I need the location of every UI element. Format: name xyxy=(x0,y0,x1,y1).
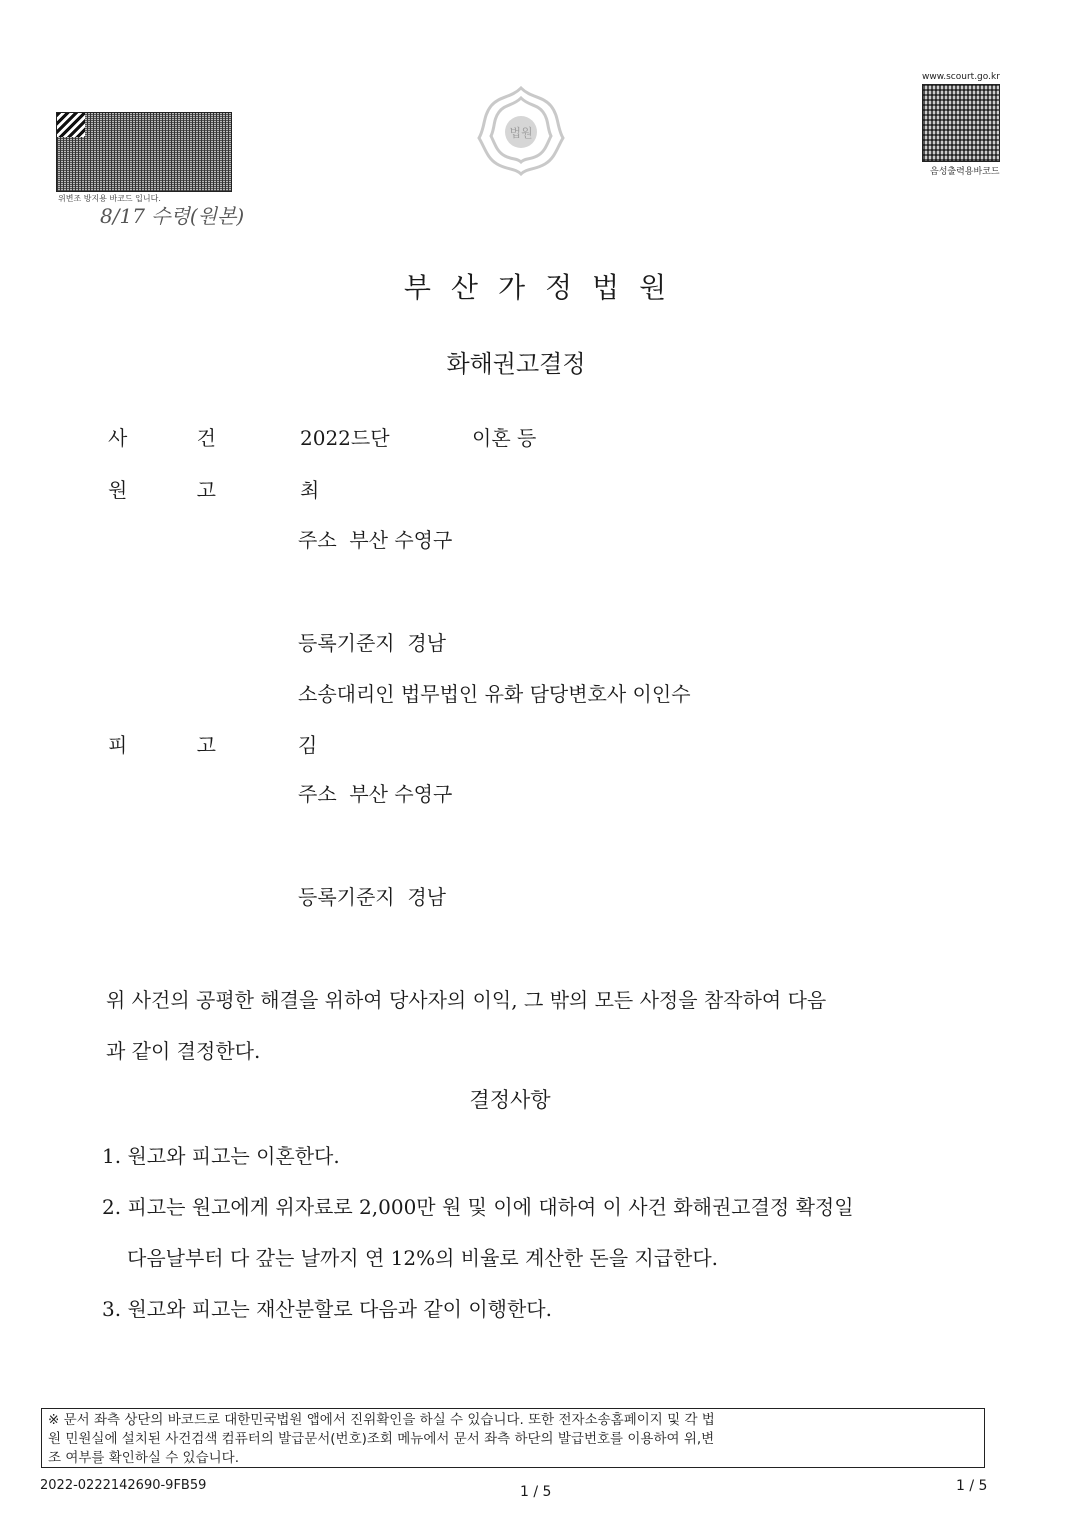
handwritten-note: 8/17 수령(원본) xyxy=(100,204,245,228)
case-number: 2022드단 xyxy=(300,426,390,450)
defendant-address: 주소 부산 수영구 xyxy=(298,782,453,806)
decision-item-1: 1. 원고와 피고는 이혼한다. xyxy=(102,1144,340,1168)
decision-item-2-line-1: 2. 피고는 원고에게 위자료로 2,000만 원 및 이에 대하여 이 사건 화해권고결정 확정일 xyxy=(102,1195,854,1219)
notice-line-1: ※ 문서 좌측 상단의 바코드로 대한민국법원 앱에서 진위확인을 하실 수 있습니다. 또한 전자소송홈페이지 및 각 법 xyxy=(48,1412,715,1428)
defendant-label-char: 고 xyxy=(196,733,216,757)
verification-notice xyxy=(41,1408,985,1468)
plaintiff-label-char: 원 xyxy=(108,478,128,502)
voice-output-barcode xyxy=(922,84,1000,162)
plaintiff-address: 주소 부산 수영구 xyxy=(298,528,453,552)
plaintiff-label-char: 고 xyxy=(196,478,216,502)
case-name: 이혼 등 xyxy=(472,426,537,450)
plaintiff-registry: 등록기준지 경남 xyxy=(298,631,446,655)
plaintiff-name: 최 xyxy=(300,478,320,502)
decision-title: 결정사항 xyxy=(469,1088,551,1112)
site-url: www.scourt.go.kr xyxy=(922,72,1000,82)
court-seal-emblem xyxy=(473,82,569,178)
notice-line-2: 원 민원실에 설치된 사건검색 컴퓨터의 발급문서(번호)조회 메뉴에서 문서 좌측 하단의 발급번호를 이용하여 위,변 xyxy=(48,1431,715,1447)
decision-item-3: 3. 원고와 피고는 재산분할로 다음과 같이 이행한다. xyxy=(102,1297,552,1321)
decision-item-2-line-2: 다음날부터 다 갚는 날까지 연 12%의 비율로 계산한 돈을 지급한다. xyxy=(127,1246,719,1270)
defendant-name: 김 xyxy=(298,733,318,757)
defendant-label-char: 피 xyxy=(108,733,128,757)
court-name: 부산가정법원 xyxy=(403,271,687,304)
issue-number: 2022-0222142690-9FB59 xyxy=(40,1478,207,1493)
plaintiff-label xyxy=(108,474,216,503)
case-label-char: 건 xyxy=(196,426,216,450)
seal-text: 법원 xyxy=(509,126,533,140)
page-number-center: 1 / 5 xyxy=(520,1484,552,1500)
case-label xyxy=(108,422,216,451)
notice-line-3: 조 여부를 확인하실 수 있습니다. xyxy=(48,1450,239,1466)
anti-forgery-barcode xyxy=(56,112,232,192)
document-title: 화해권고결정 xyxy=(446,350,586,378)
page-number-right: 1 / 5 xyxy=(956,1478,988,1494)
defendant-registry: 등록기준지 경남 xyxy=(298,885,446,909)
intro-line-2: 과 같이 결정한다. xyxy=(106,1039,261,1063)
case-label-char: 사 xyxy=(108,426,128,450)
barcode-corner-mark xyxy=(57,113,85,137)
intro-line-1: 위 사건의 공평한 해결을 위하여 당사자의 이익, 그 밖의 모든 사정을 참작하여 다음 xyxy=(106,988,827,1012)
plaintiff-attorney: 소송대리인 법무법인 유화 담당변호사 이인수 xyxy=(298,682,691,706)
qr-caption: 음성출력용바코드 xyxy=(930,167,1000,177)
barcode-caption: 위변조 방지용 바코드 입니다. xyxy=(58,194,161,203)
defendant-label xyxy=(108,729,216,758)
